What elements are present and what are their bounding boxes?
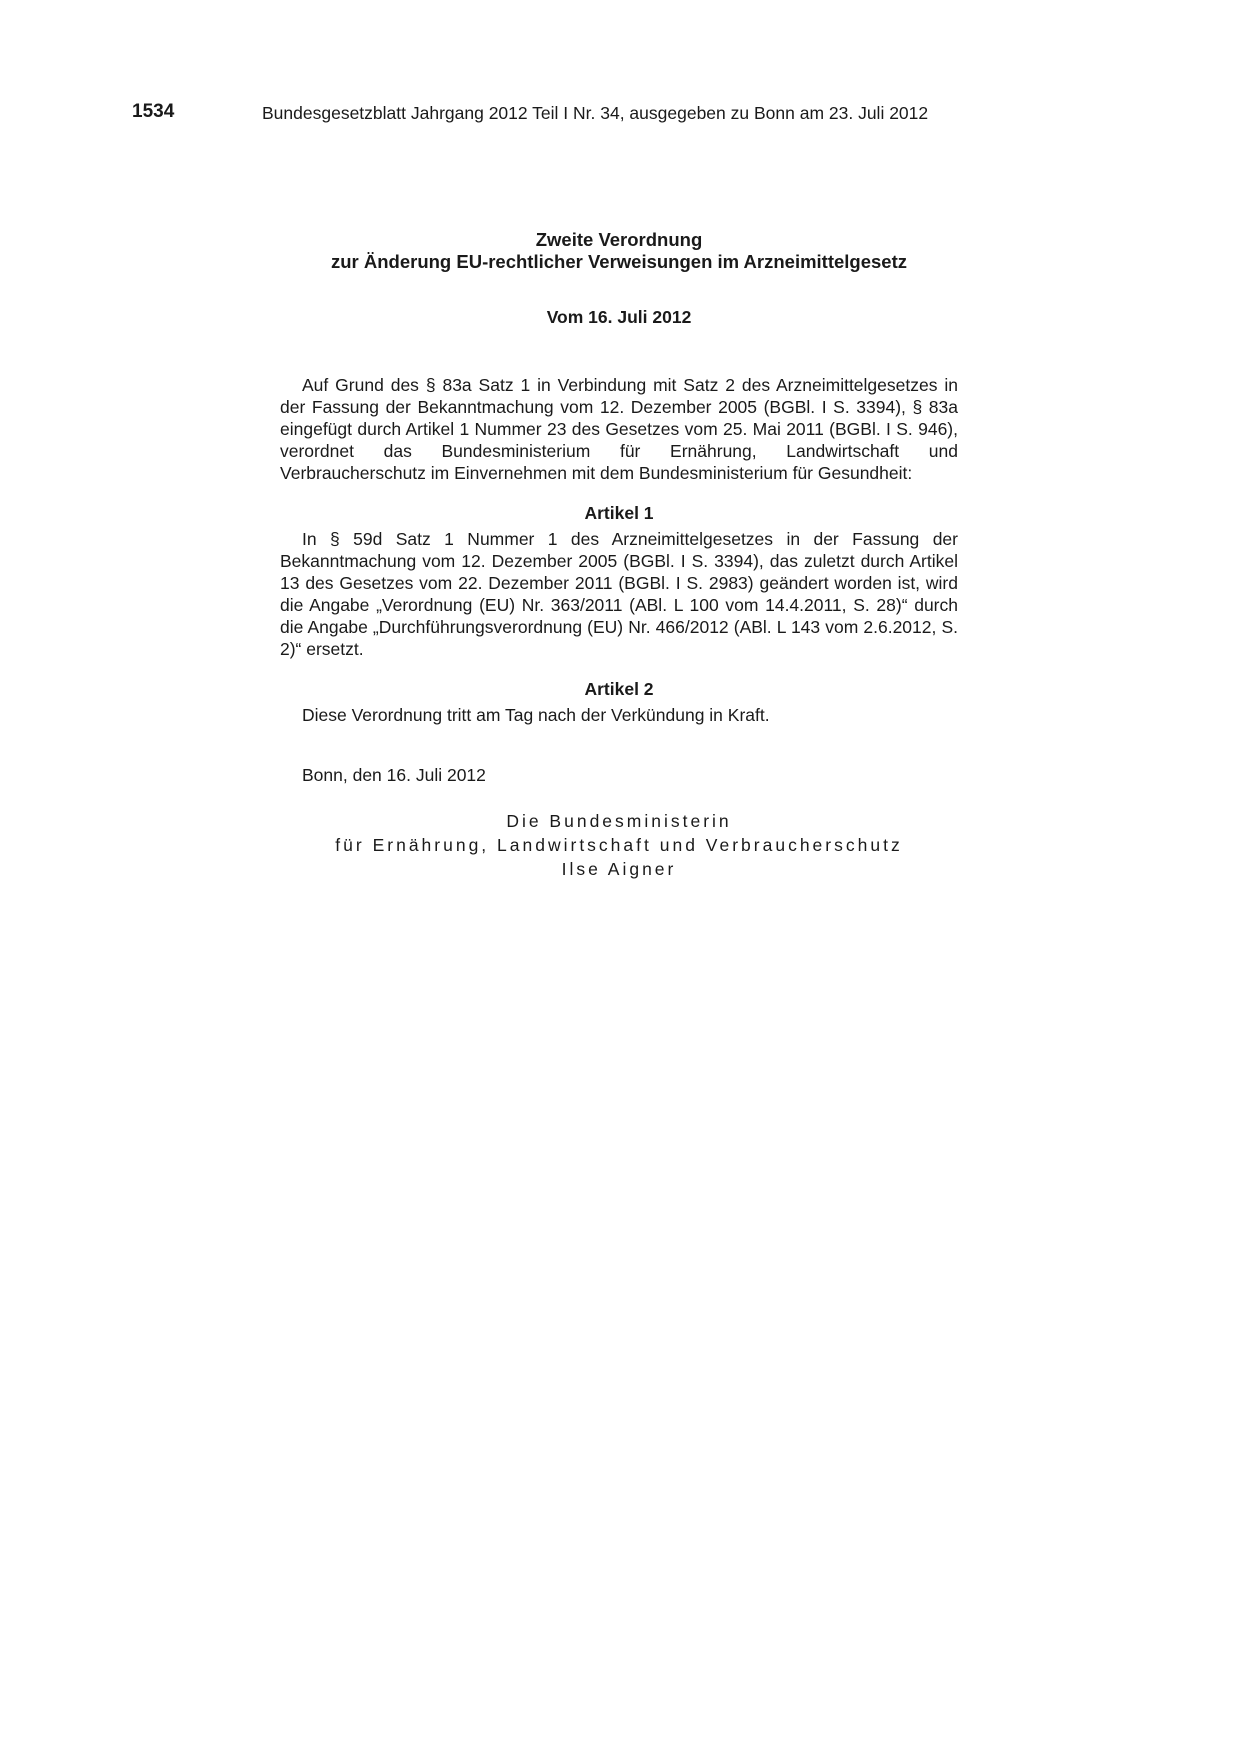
document-date: Vom 16. Juli 2012	[546, 307, 692, 327]
page-number: 1534	[132, 101, 175, 122]
signature-block	[280, 809, 958, 881]
document-title	[280, 229, 958, 273]
signature-name: Ilse Aigner	[561, 859, 677, 879]
document-body	[280, 229, 958, 881]
title-line-1: Zweite Verordnung	[535, 229, 703, 250]
place-date: Bonn, den 16. Juli 2012	[302, 765, 486, 785]
article-2-heading: Artikel 2	[584, 679, 654, 699]
article-1-text: In § 59d Satz 1 Nummer 1 des Arzneimittelgesetzes in der Fassung der Bekanntmachung vom 12. Dezember 2005 (BGBl. I S. 3394), das zuletzt durch Artikel 13 des Gesetzes vom 22. Dezember 2011 (BGBl. I S. 2983) geändert worden ist, wird die Angabe „Verordnung (EU) Nr. 363/2011 (ABl. L 100 vom 14.4.2011, S. 28)“ durch die Angabe „Durchführungsverordnung (EU) Nr. 466/2012 (ABl. L 143 vom 2.6.2012, S. 2)“ ersetzt.	[280, 529, 958, 659]
article-1-heading: Artikel 1	[584, 503, 654, 523]
preamble: Auf Grund des § 83a Satz 1 in Verbindung mit Satz 2 des Arzneimittelgesetzes in der Fassung der Bekanntmachung vom 12. Dezember 2005 (BGBl. I S. 3394), § 83a eingefügt durch Artikel 1 Nummer 23 des Gesetzes vom 25. Mai 2011 (BGBl. I S. 946), verordnet das Bundesministerium für Ernährung, Landwirtschaft und Verbraucherschutz im Einvernehmen mit dem Bundesministerium für Gesundheit:	[280, 375, 958, 483]
article-2-text: Diese Verordnung tritt am Tag nach der Verkündung in Kraft.	[302, 705, 770, 725]
running-head: Bundesgesetzblatt Jahrgang 2012 Teil I Nr. 34, ausgegeben zu Bonn am 23. Juli 2012	[262, 103, 929, 123]
title-line-2: zur Änderung EU-rechtlicher Verweisungen im Arzneimittelgesetz	[330, 251, 908, 272]
signature-title: Die Bundesministerin	[506, 811, 732, 831]
signature-ministry: für Ernährung, Landwirtschaft und Verbraucherschutz	[335, 835, 903, 855]
